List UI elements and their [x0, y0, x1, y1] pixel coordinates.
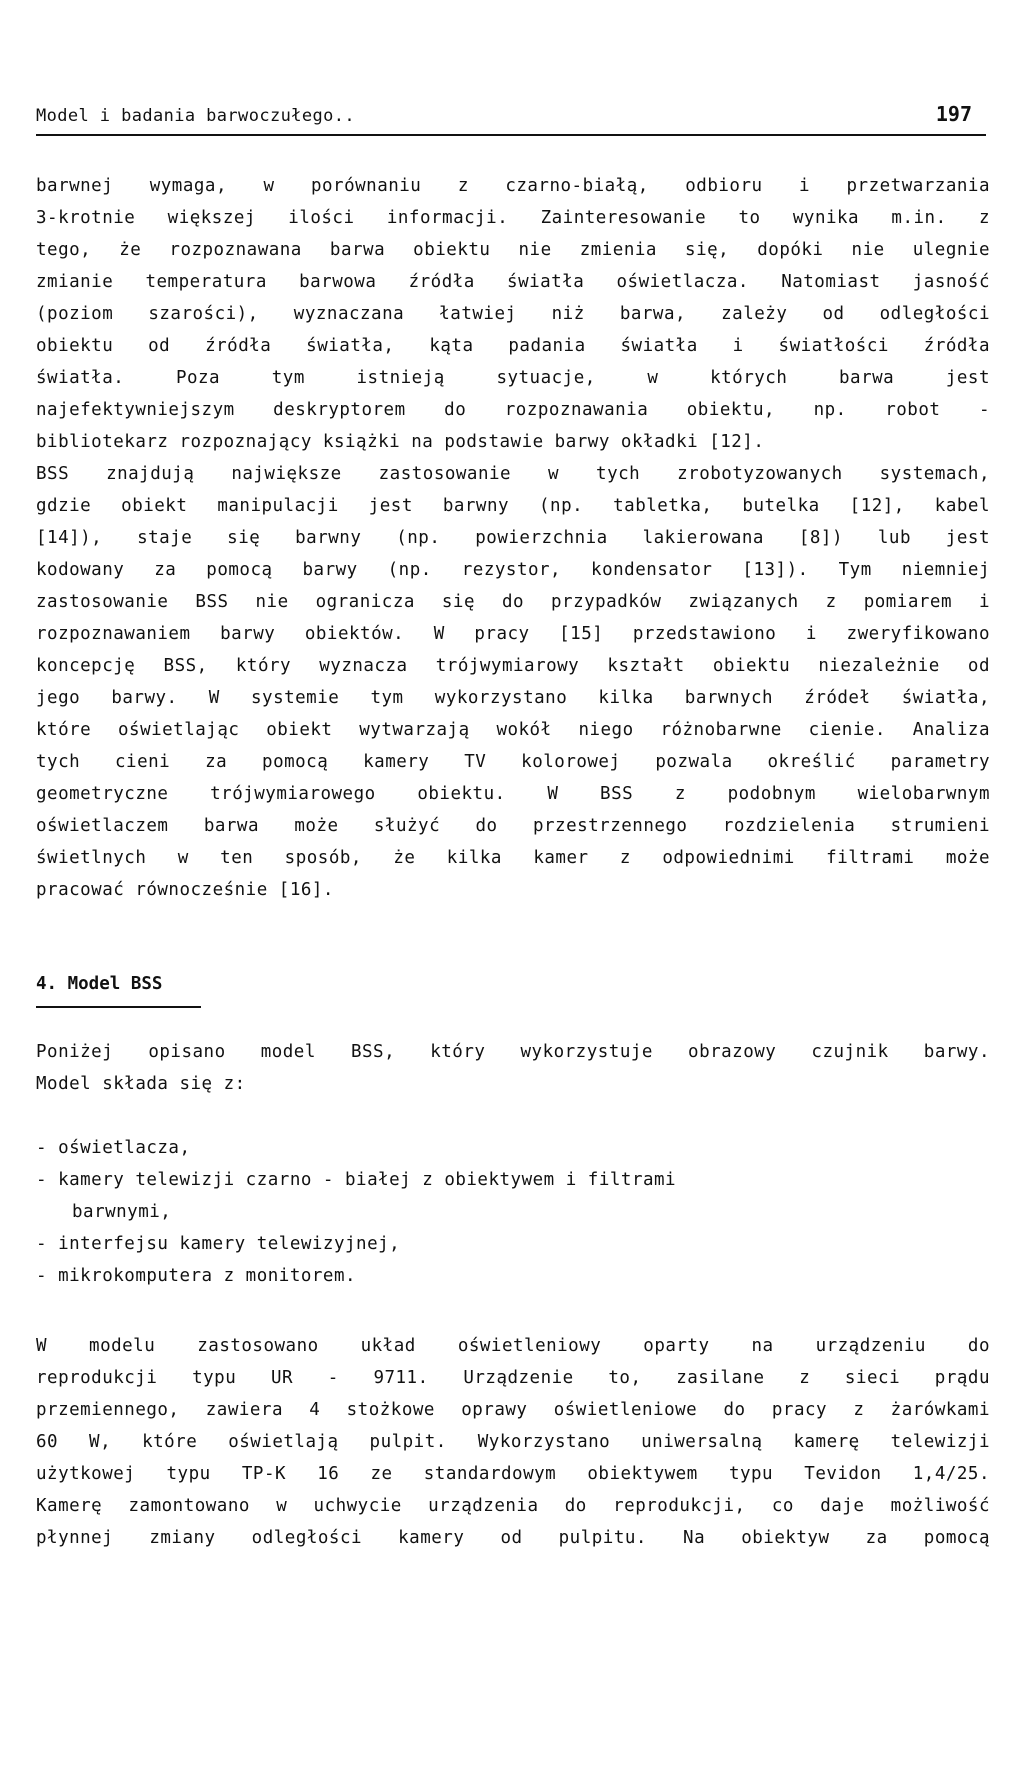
text-line: 60 W, które oświetlają pulpit. Wykorzystano uniwersalną kamerę telewizji	[36, 1432, 990, 1452]
text-line: świetlnych w ten sposób, że kilka kamer z odpowiednimi filtrami może	[36, 848, 990, 868]
paragraph-model-setup	[36, 1330, 990, 1554]
text-line: rozpoznawaniem barwy obiektów. W pracy [15] przedstawiono i zweryfikowano	[36, 624, 990, 644]
list-item: - interfejsu kamery telewizyjnej,	[36, 1234, 401, 1254]
text-line: tych cieni za pomocą kamery TV kolorowej pozwala określić parametry	[36, 752, 990, 772]
text-line: gdzie obiekt manipulacji jest barwny (np. tabletka, butelka [12], kabel	[36, 496, 990, 516]
text-line: bibliotekarz rozpoznający książki na podstawie barwy okładki [12].	[36, 432, 765, 452]
section-underline	[36, 1006, 201, 1008]
text-line: W modelu zastosowano układ oświetleniowy oparty na urządzeniu do	[36, 1336, 990, 1356]
text-line: Model składa się z:	[36, 1074, 246, 1094]
list-item: - mikrokomputera z monitorem.	[36, 1266, 357, 1286]
text-line: użytkowej typu TP-K 16 ze standardowym obiektywem typu Tevidon 1,4/25.	[36, 1464, 990, 1484]
text-line: tego, że rozpoznawana barwa obiektu nie zmienia się, dopóki nie ulegnie	[36, 240, 990, 260]
text-line: oświetlaczem barwa może służyć do przestrzennego rozdzielenia strumieni	[36, 816, 990, 836]
text-line: zastosowanie BSS nie ogranicza się do przypadków związanych z pomiarem i	[36, 592, 990, 612]
running-title: Model i badania barwoczułego..	[36, 106, 356, 126]
section-heading: 4. Model BSS	[36, 974, 163, 994]
text-line: pracować równocześnie [16].	[36, 880, 334, 900]
text-line: kodowany za pomocą barwy (np. rezystor, kondensator [13]). Tym niemniej	[36, 560, 990, 580]
list-item: - kamery telewizji czarno - białej z obiektywem i filtrami	[36, 1170, 677, 1190]
paragraph-bss-applications	[36, 458, 990, 906]
page-number: 197	[935, 102, 972, 126]
text-line: koncepcję BSS, który wyznacza trójwymiarowy kształt obiektu niezależnie od	[36, 656, 990, 676]
component-list	[36, 1132, 990, 1292]
page-header	[36, 104, 986, 136]
text-line: zmianie temperatura barwowa źródła światła oświetlacza. Natomiast jasność	[36, 272, 990, 292]
text-line: geometryczne trójwymiarowego obiektu. W BSS z podobnym wielobarwnym	[36, 784, 990, 804]
text-line: najefektywniejszym deskryptorem do rozpoznawania obiektu, np. robot -	[36, 400, 990, 420]
text-line: światła. Poza tym istnieją sytuacje, w których barwa jest	[36, 368, 990, 388]
list-item-continuation: barwnymi,	[72, 1202, 172, 1222]
text-line: (poziom szarości), wyznaczana łatwiej niż barwa, zależy od odległości	[36, 304, 990, 324]
text-line: [14]), staje się barwny (np. powierzchnia lakierowana [8]) lub jest	[36, 528, 990, 548]
paragraph-continuation	[36, 170, 990, 458]
text-line: Poniżej opisano model BSS, który wykorzystuje obrazowy czujnik barwy.	[36, 1042, 990, 1062]
text-line: 3-krotnie większej ilości informacji. Zainteresowanie to wynika m.in. z	[36, 208, 990, 228]
text-line: Kamerę zamontowano w uchwycie urządzenia do reprodukcji, co daje możliwość	[36, 1496, 990, 1516]
text-line: obiektu od źródła światła, kąta padania światła i światłości źródła	[36, 336, 990, 356]
text-line: które oświetlając obiekt wytwarzają wokół niego różnobarwne cienie. Analiza	[36, 720, 990, 740]
text-line: płynnej zmiany odległości kamery od pulpitu. Na obiektyw za pomocą	[36, 1528, 990, 1548]
text-line: przemiennego, zawiera 4 stożkowe oprawy oświetleniowe do pracy z żarówkami	[36, 1400, 990, 1420]
text-line: BSS znajdują największe zastosowanie w tych zrobotyzowanych systemach,	[36, 464, 990, 484]
paragraph-model-intro	[36, 1036, 990, 1100]
list-item: - oświetlacza,	[36, 1138, 191, 1158]
text-line: barwnej wymaga, w porównaniu z czarno-białą, odbioru i przetwarzania	[36, 176, 990, 196]
text-line: jego barwy. W systemie tym wykorzystano kilka barwnych źródeł światła,	[36, 688, 990, 708]
text-line: reprodukcji typu UR - 9711. Urządzenie to, zasilane z sieci prądu	[36, 1368, 990, 1388]
